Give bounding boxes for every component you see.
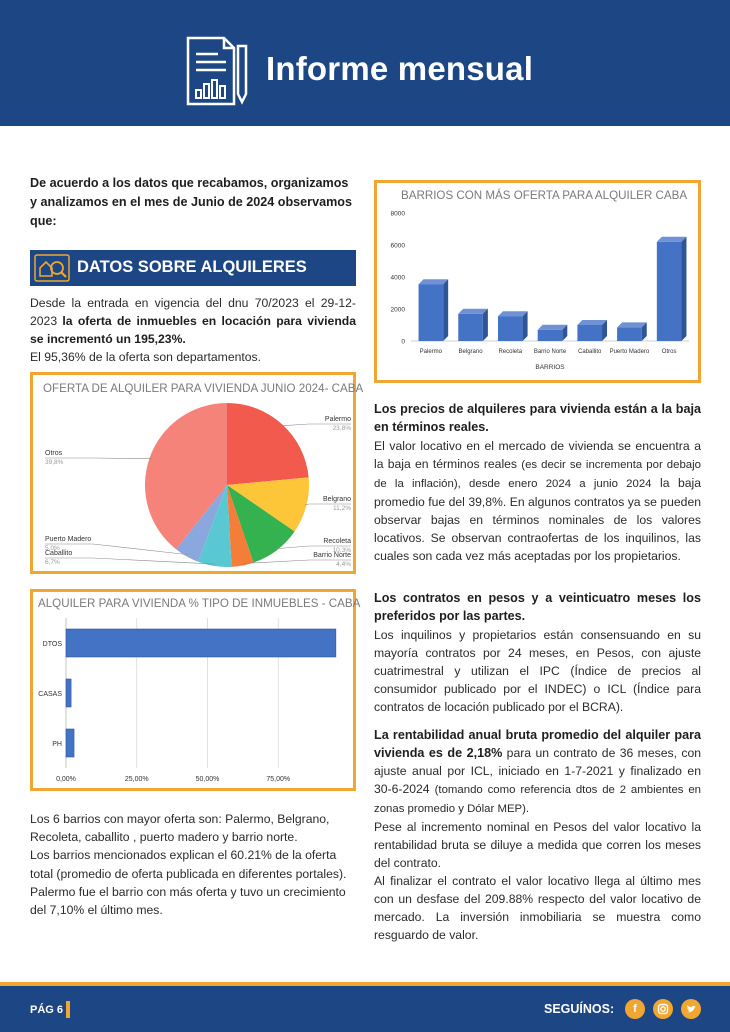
precios-body — [374, 437, 701, 565]
vbar-bar-otros — [657, 237, 687, 341]
page-header — [0, 0, 730, 126]
instagram-icon[interactable] — [653, 999, 673, 1019]
rentabilidad-text-b: (tomando como referencia dtos de 2 ambientes en zonas promedio y Dólar MEP). — [374, 784, 701, 815]
section-header — [30, 250, 356, 286]
page-number: PÁG 6 — [30, 1004, 64, 1016]
hbar-chart-box — [30, 589, 361, 791]
vbar-axis-label: BARRIOS — [535, 364, 565, 371]
pie-value-label: 11,2% — [333, 505, 351, 512]
rentabilidad-section — [374, 726, 701, 944]
twitter-icon[interactable] — [681, 999, 701, 1019]
hbar-bar-dtos — [66, 629, 336, 657]
intro-text: De acuerdo a los datos que recabamos, organizamos y analizamos en el mes de Junio de 2024 observamos que: — [30, 176, 352, 228]
vbar-bar-barrio-norte — [538, 325, 568, 341]
palermo-growth-text: Palermo fue el barrio con más oferta y tuvo un crecimiento del 7,10% el último mes. — [30, 884, 346, 918]
precios-heading: Los precios de alquileres para vivienda están a la baja en términos reales. — [374, 402, 701, 434]
hbar-tick-label: 25,00% — [124, 776, 149, 783]
facebook-icon[interactable]: f — [625, 999, 645, 1019]
pie-value-label: 5,0% — [45, 545, 60, 552]
barrios-paragraphs — [30, 810, 356, 919]
pie-label: Palermo — [324, 416, 351, 423]
rentabilidad-text-a: para un contrato de 36 meses, con ajuste anual por ICL, iniciado en 1-7-2021 y finalizado en 30-6-2024 — [374, 746, 701, 796]
dnu-highlight: la oferta de inmuebles en locación para vivienda se incrementó un 195,23%. — [30, 314, 356, 346]
contratos-heading: Los contratos en pesos y a veinticuatro meses los preferidos por las partes. — [374, 591, 701, 623]
vbar-bar-palermo — [419, 279, 449, 341]
hbar-tick-label: 50,00% — [195, 776, 220, 783]
vbar-tick-label: 2000 — [390, 306, 405, 314]
report-chart-icon — [184, 36, 248, 108]
vbar-chart-title: BARRIOS CON MÁS OFERTA PARA ALQUILER CABA — [401, 189, 688, 202]
hbar-bar-ph — [66, 729, 74, 757]
follow-us-label: SEGUÍNOS: — [544, 1002, 615, 1016]
pie-slice-palermo — [227, 403, 309, 485]
hbar-chart — [33, 612, 353, 788]
pie-label: Belgrano — [322, 496, 351, 503]
pie-label: Caballito — [45, 550, 73, 557]
vbar-chart — [377, 205, 698, 379]
pie-chart — [33, 399, 353, 571]
vbar-category-label: Palermo — [419, 349, 443, 355]
hbar-category-label: DTOS — [42, 641, 62, 648]
vbar-tick-label: 8000 — [390, 210, 405, 218]
vbar-bar-puerto-madero — [617, 322, 647, 341]
vbar-category-label: Caballito — [578, 349, 602, 355]
finalizar-text: Al finalizar el contrato el valor locativo llega al último mes con un desfase del 209.88% respecto del valor locativo de mercado. La inversión inmobiliaria se muestra como resguardo de valor. — [374, 874, 701, 942]
precios-body-c: la baja promedio fue del 39,8%. En algunos contratos ya se pueden observar bajas en términos nominales de los valores locativos. Se observan contraofertas de los inquilinos, las cuales son cada vez más aceptadas por los propietarios. — [374, 476, 701, 563]
hbar-chart-title: ALQUILER PARA VIVIENDA % TIPO DE INMUEBLES - CABA — [38, 597, 361, 610]
dnu-text: Desde la entrada en vigencia del dnu 70/2023 el 29-12-2023 — [30, 296, 356, 328]
pie-value-label: 23,8% — [332, 425, 351, 432]
vbar-category-label: Otros — [661, 349, 677, 355]
pie-label: Barrio Norte — [313, 552, 351, 559]
pese-text: Pese al incremento nominal en Pesos del valor locativo la rentabilidad bruta se diluye a medida que corren los meses del contrato. — [374, 820, 701, 870]
page-footer — [0, 982, 730, 1032]
hbar-tick-label: 0,00% — [56, 776, 76, 783]
pie-label: Otros — [45, 450, 63, 457]
vbar-category-label: Puerto Madero — [609, 349, 650, 355]
barrios-list-text: Los 6 barrios con mayor oferta son: Palermo, Belgrano, Recoleta, caballito , puerto madero y barrio norte. — [30, 812, 330, 845]
pie-leader-line — [45, 558, 215, 564]
vbar-tick-label: 4000 — [390, 274, 405, 282]
pie-chart-title: OFERTA DE ALQUILER PARA VIVIENDA JUNIO 2024- CABA — [43, 382, 364, 395]
vbar-bar-caballito — [577, 320, 607, 341]
search-house-icon — [34, 254, 70, 282]
pie-value-label: 10,3% — [332, 547, 351, 554]
vbar-bar-belgrano — [458, 309, 488, 341]
hbar-tick-label: 75,00% — [266, 776, 291, 783]
departamentos-paragraph: El 95,36% de la oferta son departamentos. — [30, 350, 262, 364]
barrios-share-text: Los barrios mencionados explican el 60.21% de la oferta total (promedio de oferta publicada en diferentes portales). — [30, 848, 347, 881]
hbar-category-label: CASAS — [38, 691, 62, 698]
contratos-body: Los inquilinos y propietarios están consensuando en su mayoría contratos por 24 meses, en Pesos, con ajuste cuatrimestral y utilizan el IPC (Índice de precios al consumidor publicado por el INDEC) o ICL (Índice para contratos de locación publicado por el BCRA). — [374, 628, 701, 714]
pie-chart-box — [30, 372, 364, 574]
contratos-section — [374, 589, 701, 716]
dnu-paragraph — [30, 294, 356, 348]
precios-body-b: (es decir se incrementa por debajo de la inflación), desde enero 2024 a junio 2024 — [374, 459, 701, 490]
pie-value-label: 6,7% — [45, 559, 60, 566]
precios-section — [374, 400, 701, 565]
pie-label: Recoleta — [323, 538, 351, 545]
vbar-category-label: Recoleta — [498, 349, 523, 355]
vbar-tick-label: 6000 — [390, 242, 405, 250]
section-title: DATOS SOBRE ALQUILERES — [77, 258, 307, 276]
page-number-marker — [66, 1001, 70, 1018]
vbar-category-label: Barrio Norte — [533, 349, 567, 355]
vbar-bar-recoleta — [498, 311, 528, 341]
rentabilidad-highlight: La rentabilidad anual bruta promedio del alquiler para vivienda es de 2,18% — [374, 728, 701, 760]
pie-value-label: 4,4% — [336, 561, 351, 568]
vbar-category-label: Belgrano — [458, 349, 483, 355]
vbar-tick-label: 0 — [401, 338, 405, 346]
vbar-chart-box — [374, 180, 701, 383]
pie-value-label: 39,8% — [45, 459, 64, 466]
hbar-category-label: PH — [52, 741, 62, 748]
hbar-bar-casas — [66, 679, 71, 707]
page-title: Informe mensual — [266, 50, 534, 87]
pie-label: Puerto Madero — [45, 536, 92, 543]
rentabilidad-body — [374, 726, 701, 818]
precios-body-a: El valor locativo en el mercado de vivienda se encuentra a la baja en términos reales — [374, 439, 701, 471]
